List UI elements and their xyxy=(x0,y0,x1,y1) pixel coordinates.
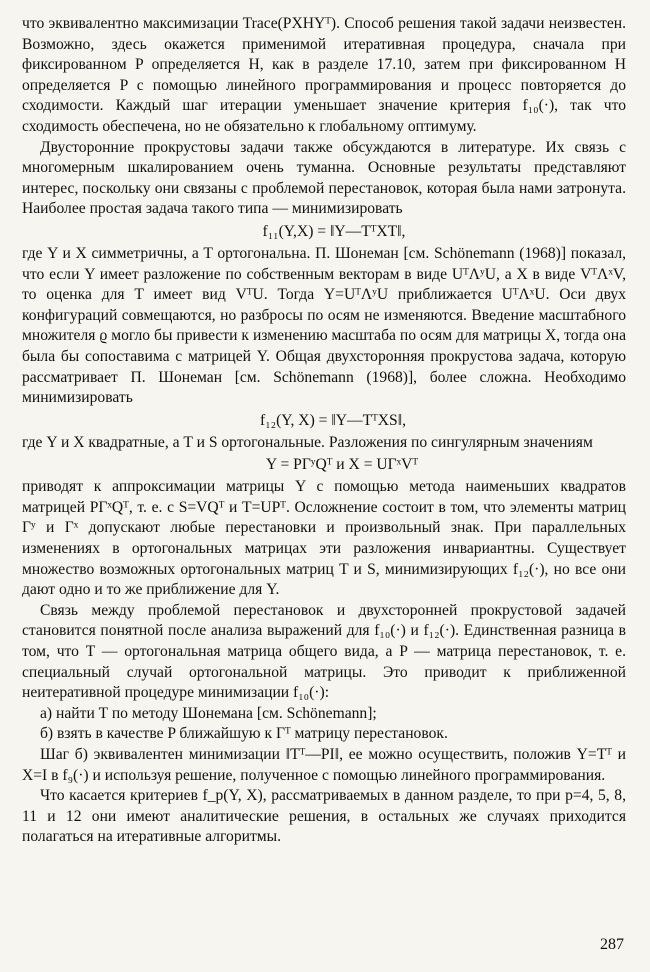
paragraph-2: Двусторонние прокрустовы задачи также обсуждаются в литературе. Их связь с многомерным шкалированием очень туманна. Основные результаты представляют интерес, поскольку они связаны с проблемой перестановок, которая была нами затронута. Наиболее простая задача такого типа — минимизировать xyxy=(22,138,626,218)
paragraph-3: где Y и X симметричны, а T ортогональна. П. Шонеман [см. Schönemann (1968)] показал, что если Y имеет разложение по собственным векторам в виде UᵀΛʸU, а X в виде VᵀΛˣV, то оценка для T имеет вид VᵀU. Тогда Y=UᵀΛʸU приближается UᵀΛˣU. Оси двух конфигураций совмещаются, но разбросы по осям не изменяются. Введение масштабного множителя ϱ могло бы привести к изменению масштаба по осям для матрицы X, тогда она была бы сопоставима с матрицей Y. Общая двухсторонняя прокрустова задача, которую рассматривает П. Шонеман [см. Schönemann (1968)], более сложна. Необходимо минимизировать xyxy=(22,244,626,407)
paragraph-6: Связь между проблемой перестановок и двухсторонней прокрустовой задачей становится понятной после анализа выражений для f₁₀(·) и f₁₂(·). Единственная разница в том, что T — ортогональная матрица общего вида, а P — матрица перестановок, т. е. специальный случай ортогональной матрицы. Это приводит к приближенной неитеративной процедуре минимизации f₁₀(·): xyxy=(22,601,626,702)
paragraph-7: Шаг б) эквивалентен минимизации ‖Tᵀ—PI‖, ее можно осуществить, положив Y=Tᵀ и X=I в f₉(·) и используя решение, полученное с помощью линейного программирования. xyxy=(22,746,626,784)
formula-svd: Y = PΓʸQᵀ и X = UΓˣVᵀ xyxy=(265,456,419,474)
paragraph-4: где Y и X квадратные, а T и S ортогональные. Разложения по сингулярным значениям xyxy=(22,433,593,451)
list-item-a: а) найти T по методу Шонемана [см. Schönemann]; xyxy=(40,704,377,722)
formula-f12: f₁₂(Y, X) = ‖Y—TᵀXS‖, xyxy=(260,411,406,429)
page-body xyxy=(22,14,626,848)
list-item-b: б) взять в качестве P ближайшую к Γᵀ матрицу перестановок. xyxy=(40,725,448,743)
paragraph-1: что эквивалентно максимизации Trace(PXHYᵀ). Способ решения такой задачи неизвестен. Возможно, здесь окажется применимой итеративная процедура, сначала при фиксированном P определяется H, как в разделе 17.10, затем при фиксированном H определяется P с помощью линейного программирования и процесс повторяется до сходимости. Каждый шаг итерации уменьшает значение критерия f₁₀(·), так что сходимость обеспечена, но не обязательно к глобальному оптимуму. xyxy=(22,15,626,135)
formula-f11: f₁₁(Y,X) = ‖Y—TᵀXT‖, xyxy=(262,222,406,240)
page-number: 287 xyxy=(600,936,624,953)
paragraph-8: Что касается критериев f_p(Y, X), рассматриваемых в данном разделе, то при p=4, 5, 8, 11 и 12 они имеют аналитические решения, в остальных же случаях приходится полагаться на итеративные алгоритмы. xyxy=(22,787,626,846)
paragraph-5: приводят к аппроксимации матрицы Y с помощью метода наименьших квадратов матрицей PΓˣQᵀ, т. е. с S=VQᵀ и T=UPᵀ. Осложнение состоит в том, что элементы матриц Γʸ и Γˣ допускают любые перестановки и произвольный знак. При параллельных изменениях в ортогональных матрицах эти разложения инвариантны. Существует множество возможных ортогональных матриц T и S, минимизирующих f₁₂(·), но все они дают одно и то же приближение для Y. xyxy=(22,478,626,599)
